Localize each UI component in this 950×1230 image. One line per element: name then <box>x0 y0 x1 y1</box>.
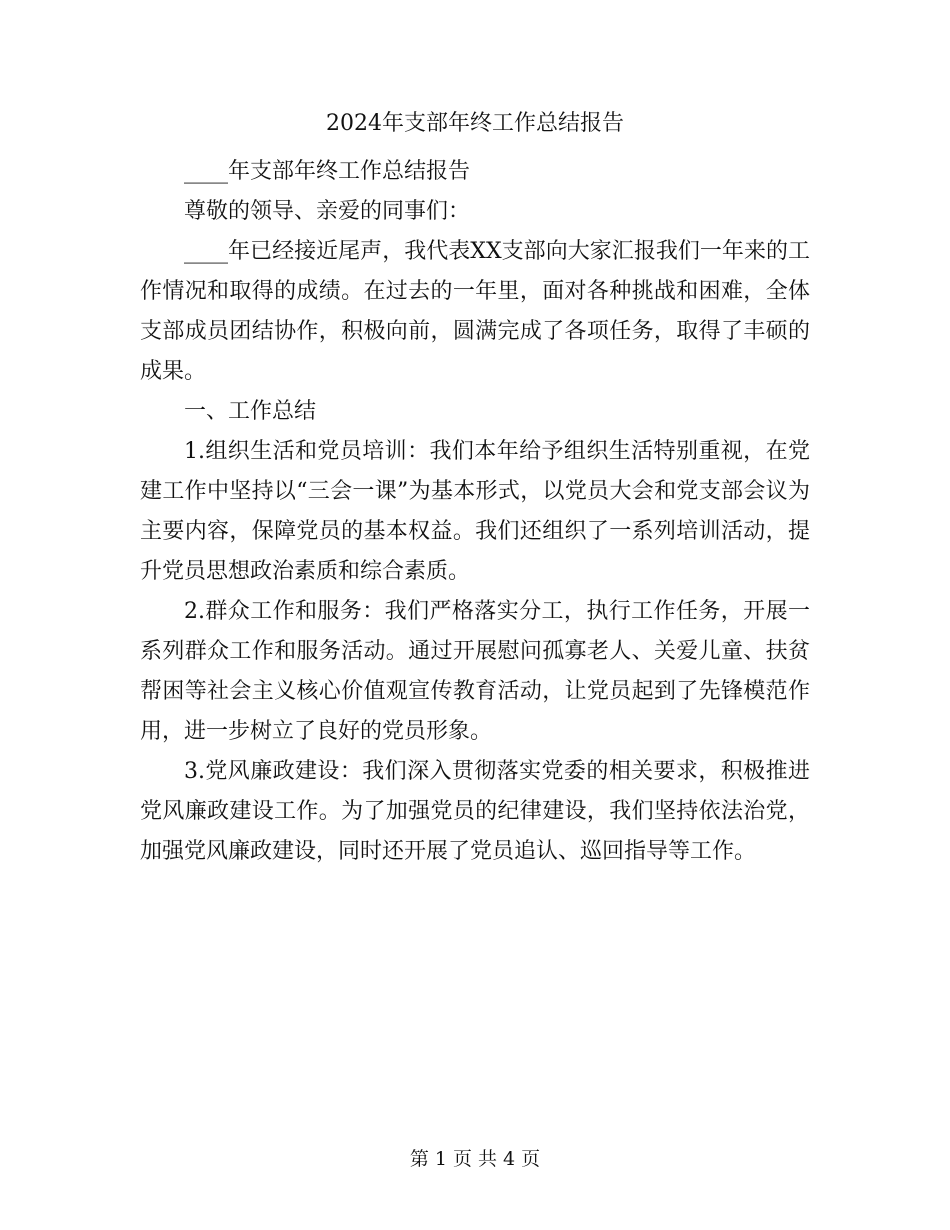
paragraph-mass-work: 2.群众工作和服务：我们严格落实分工，执行工作任务，开展一系列群众工作和服务活动。通过开展慰问孤寡老人、关爱儿童、扶贫帮困等社会主义核心价值观宣传教育活动，让党员起到了先锋模范作用，进一步树立了良好的党员形象。 <box>140 599 810 744</box>
subtitle-line: ____年支部年终工作总结报告 <box>184 159 471 184</box>
document-body <box>140 152 810 872</box>
paragraph-integrity: 3.党风廉政建设：我们深入贯彻落实党委的相关要求，积极推进党风廉政建设工作。为了加强党员的纪律建设，我们坚持依法治党，加强党风廉政建设，同时还开展了党员追认、巡回指导等工作。 <box>140 759 810 864</box>
page-number-footer: 第 1 页 共 4 页 <box>409 1148 541 1170</box>
intro-paragraph: ____年已经接近尾声，我代表XX支部向大家汇报我们一年来的工作情况和取得的成绩。在过去的一年里，面对各种挑战和困难，全体支部成员团结协作，积极向前，圆满完成了各项任务，取得了丰硕的成果。 <box>140 239 810 384</box>
section-heading: 一、工作总结 <box>184 399 317 424</box>
salutation: 尊敬的领导、亲爱的同事们： <box>184 199 471 224</box>
document-title: 2024年支部年终工作总结报告 <box>326 111 624 136</box>
paragraph-organization: 1.组织生活和党员培训：我们本年给予组织生活特别重视，在党建工作中坚持以“三会一课”为基本形式，以党员大会和党支部会议为主要内容，保障党员的基本权益。我们还组织了一系列培训活动，提升党员思想政治素质和综合素质。 <box>140 439 810 584</box>
